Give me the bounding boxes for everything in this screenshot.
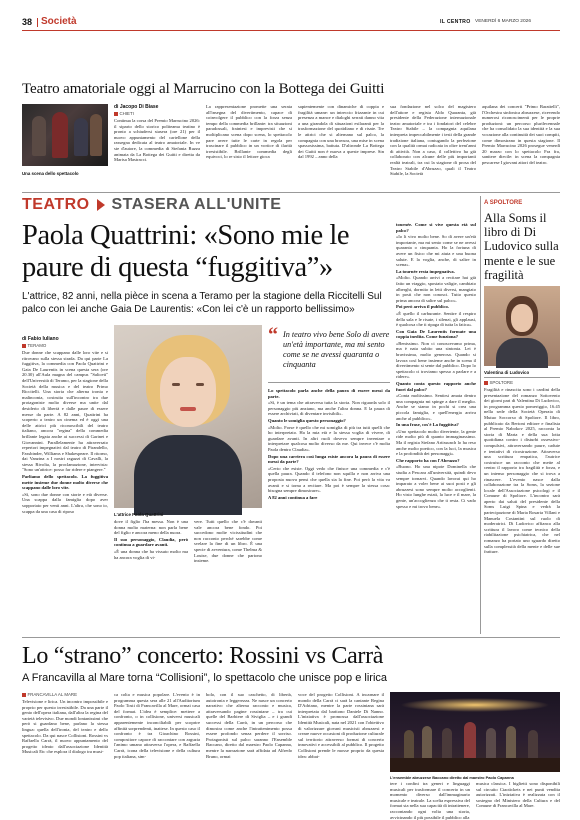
article2-kicker-teatro: TEATRO xyxy=(22,196,90,213)
article2-location: TERAMO xyxy=(22,343,46,348)
article1-photo xyxy=(22,104,108,166)
article2-a12: «Buono. Ho una nipote Dominella che studia a Pescara all'università, quindi devo sempre tornarvi. Quando lavorai qui ho imparato a voler bene ai suoi posti e gli abruzzesi sono sempre molto accoglienti. Ho visto lunghe estati, la luce e il mare, la gente, un'accoglienza che ti resta. Ci vado spesso e mi trovo bene». xyxy=(396,464,476,509)
article2-q8: Poi però arriva il pubblico. xyxy=(396,304,449,310)
article2-col4-q: tournée. Come si vive questa età sul palco? xyxy=(396,222,476,233)
article1-photo-caption: Una scena dello spettacolo xyxy=(22,171,79,176)
article2-col3-body: vere. Tutti quello che c'è davanti vale ancora bene fondo. Poi succedono molte vicissitudini che non racconto perché sarebbe come svelare la fine di un libro. È una specie di avventura, come Thelma & Louise, due donne che partono insieme. xyxy=(194,519,262,564)
article4-photo-caption: L'ensemble abruzzese Baccano diretto dal maestro Paolo Capanna xyxy=(390,775,514,780)
article2-a1: «Sì, sono due donne con storie e età diverse. Una scappa dalla famiglia dopo aver sopportato per venti anni. L'altra, che sono io, scappa da una casa di riposo xyxy=(22,491,108,514)
article2-a5: «Certo che esiste. Oggi vedo che finisce una commedia e c'è quella paura. Quando il telefono non squilla e non arriva una proposta nuova pensi che quella sia la fine. Poi però la vita va avanti e si torna a recitare. Ma poi è sempre la stessa cosa: bisogna sempre dimostrare». xyxy=(268,465,390,494)
article1-location: CHIETI xyxy=(114,111,134,116)
article2-byline: di Fabio Iuliano xyxy=(22,336,59,342)
section-label: Società xyxy=(41,16,77,27)
article2-q3: Lo spettacolo parla anche della paura di essere messi da parte. xyxy=(268,388,390,399)
article2-col4 xyxy=(396,222,476,633)
article2-col2 xyxy=(114,519,188,633)
article4-headline: Lo “strano” concerto: Rossini vs Carrà xyxy=(22,643,384,669)
header-rule xyxy=(22,30,560,31)
article3-body: Fragilità e rinascita sono i cardini della presentazione del romanzo Sottovento dei giorni pari di Valentina Di Ludovico, in programma questo pomeriggio, 16.45 nella sede della Società Operaia di Mutuo Soccorso di Spoltore. Il libro, pubblicato da Bertoni editore e finalista al Premio Nabokov 2025, racconta la storia di Marta e della sua lotta quotidiana contro i disturbi ossessivo-compulsivi, attraversando paure, cadute e tentativi di ricostruzione. Attraverso una scrittura empatica, l'autrice costruisce un racconto che mette al centro il rapporto tra fragilità e forza, e un intenso personaggio che si trova a rinascere. L'evento nasce dalla collaborazione tra la Soms, la sezione locale dell'Associazione psicologi e il Comune di Spoltore. L'incontro sarà aperto dai saluti del presidente della Soms Luigi Spina e vedrà la partecipazione di Maria Rosaria Villani e Manuela Costantini sul ruolo di moderatrici. Di Ludovico affianca alla scrittura il lavoro come tecnico della riabilitazione psichiatrica, che nel romanzo ha portato uno sguardo diretto sulla complessità della mente e delle sue fratture. xyxy=(484,387,560,555)
article2-q5: Dopo una carriera così lunga esiste ancora la paura di essere messi da parte? xyxy=(268,453,390,465)
article4-col1: Televisione e lirica. Un incontro impossibile e proprio per questo irresistibile. Da una parte il genio dell'opera italiana, dall'altra la regina del varietà televisivo. Due mondi lontanissimi che però si guardano bene, parlano la stessa lingua: quella dell'ironia, del teatro e dello spettacolo. Da qui nasce Collisioni. Rossini vs Raffaella Carrà, il nuovo appuntamento del progetto ideato dall'associazione Identità Musicali Etc che esplora il dialogo tra musi- xyxy=(22,699,108,755)
article4-photo xyxy=(390,692,560,772)
article2-q2: Il suo personaggio, Claudia, però continua a guardare avanti. xyxy=(114,536,188,548)
article2-a10: «Conta moltissimo. Sentirsi amata dentro una compagnia mi spinge a dare il meglio. Anche se siamo in pochi si crea una piccola famiglia, e quell'energia arriva anche al pubblico». xyxy=(396,393,476,421)
article4-col6: musica classica. I biglietti sono disponibili sul circuito Ciaotickets e nei punti vendita autorizzati. L'iniziativa è realizzata con il sostegno del Ministero della Cultura e del Comune di Francavilla al Mare. xyxy=(476,781,560,809)
article3-caption-rule xyxy=(484,377,560,378)
article1-col3: sapientemente con dinamiche di coppia e fragilità umane: un intreccio frizzante in cui presenza a mance e dialoghi serrati danno vita a una girandola di situazioni esilaranti per la trasformazione del quotidiano e di risate. Tre le attrici che si alternano sul palco, la compagnia con una bravura, una mise in scena spassosissima, battuta. D'altronde La Bottega dei Guitti non è nuova a queste imprese. Sin dal 1992 – anno della xyxy=(298,104,384,160)
article4-location: FRANCAVILLA AL MARE xyxy=(22,692,77,697)
page-header-divider xyxy=(37,18,38,27)
article2-photo xyxy=(114,325,262,508)
article2-a9: «Benissimo. Non ci conoscevamo prima, ma è nata subito una sintonia. Lei è bravissima, molto generosa. Quando si lavora così bene insieme anche in scena il divertimento si sente dal pubblico. Dopo lo spettacolo ci troviamo spesso a parlare e a ridere». xyxy=(396,340,476,380)
article2-col3b xyxy=(268,388,390,633)
article2-col2-body: dove il figlio l'ha messa. Non è una donna molto materna: non parla bene del figlio e ancora meno della nuora. xyxy=(114,519,188,536)
article1-headline: Teatro amatoriale oggi al Marrucino con la Bottega dei Guitti xyxy=(22,81,385,97)
article2-col1-body: Due donne che scappano dalle loro vite e si ritrovano sulla stessa strada. Da qui parte La fuggitiva, la commedia con Paola Quattrini e Gaia De Laurentis in scena questa sera (ore 20.30) all'Aula magna del campus "Saliceti" dell'Università di Teramo, per la stagione della Società della musica e del teatro Primo Riccitelli. Una storia che alterna ironia e malinconia, costruita sull'incontro tra due protagoniste molto diverse ma unite dal desiderio di libertà e dalle paure di essere messe da parte. A 82 anni, Quattrini ha scoperto a teatro un cinema ed è oggi una delle attrici più riconoscibili del teatro italiano, ancora "regina" della commedia brillante legata anche ai successi di Garinei e Giovannini. Parallelamente ha attraversato repertori impegnativi dal teatro di Pirandello, Fassbinder, Williams e Shakespeare. Il ritorno, dai Vanzina a I nostri ragazzi di Cavalli, la stessa Rivolta, la proclamazione, intervista: "Sono un'attrice: posso far ridere e piangere." xyxy=(22,350,108,473)
article2-a3: «Sì, è un tema che attraversa tutta la storia. Non riguarda solo il personaggio più anziano, ma anche l'altra donna. E la paura di essere archiviati, di diventare invisibili». xyxy=(268,400,390,417)
article2-a8: «È quello il carburante. Sentire il respiro della sala e le risate, i silenzi, gli applausi, è qualcosa che ti ripaga di tutta la fatica». xyxy=(396,310,476,328)
article4-col4: voce del progetto Collisioni. A incarnare il mondo della Carrà ci sarà la cantante Regina D'Adriano, mentre la parte rossiniana sarà interpretata dal baritono Daniele Di Nanno. L'iniziativa è promossa dall'associazione Identità Musicali, nata nel 2021 con l'obiettivo di valorizzare giovani musicisti abruzzesi e creare nuove occasioni di produzione culturale sul territorio attraverso format di concerto innovativi e accessibili al pubblico. Il progetto Collisioni prende le mosse proprio da questa idea: abbat- xyxy=(298,692,384,759)
article2-q11: In una frase, cos'è La fuggitiva? xyxy=(396,422,459,428)
article2-a6: «Io li vivo molto bene. So di avere un'età importante, ma mi sento come se ne avessi quaranta o cinquanta. Ho la fortuna di avere un fisico che mi aiuta e una buona salute. E la voglia, anche, di salire in scena». xyxy=(396,234,476,268)
article3-photo xyxy=(484,286,560,366)
article2-a11: «Uno spettacolo molto divertente, la gente ride molto più di quanto immaginassimo. Ma il regista Stefano Artissunch lo ha reso anche molto poetico, con la luci, la musica e la profondità dei personaggi». xyxy=(396,428,476,457)
article2-a7: «Molto. Quando arrivi a recitare hai già fatto un viaggio, spostato valigie, cambiato alberghi, dormito in letti diversi, mangiato in posti che non conosci. Tutto questo prima ancora di salire sul palco». xyxy=(396,275,476,303)
pullquote-rule xyxy=(268,382,390,383)
article3-section-label: A SPOLTORE xyxy=(484,200,523,206)
article3-location: SPOLTORE xyxy=(484,380,513,385)
article4-col2: ca colta e musica popolare. L'evento è in programma questa sera alle 21 all'Auditorium Paolo Tosti di Francavilla al Mare, ormai casa del format. L'idea è semplice: mettere a confronto, o in collisione, universi musicali apparentemente inconciliabili per scoprire affinità sorprendenti, inattese. In questo caso il confronto è tra Gioachino Rossini, compositore capace di raccontare con arguzia l'animo umano attraverso l'opera, e Raffaella Carrà, icona della televisione e della cultura pop italiana, sim- xyxy=(114,692,200,759)
article2-col1 xyxy=(22,350,108,633)
article2-bottom-rule xyxy=(22,637,560,638)
quote-mark-icon: “ xyxy=(268,324,278,346)
article1-col1: Continua la corsa del Premio Marrucino 2026: il sipario dello storico politeama teatino è pronto a schiudersi stasera (ore 21) per il nuovo appuntamento del cartellone della rassegna dedicata al teatro amatoriale. In ve ste d'autore, la commedia di Stefania Ruzza animata da La Bottega dei Guitti e diretta da Marisa Mastracci. xyxy=(114,118,200,163)
article4-col3: bolo, con il suo caschetto, di libertà, autoironia e leggerezza. Ne nasce un concerto narrativo che alterna racconto e musica, attraversando pagine rossiniane – tra cui quelle del Barbiere di Siviglia – e i grandi successi della Carrà, in un percorso che dimostra come anche l'intrattenimento possa essere profondo senza perdere il sorriso. Protagonisti sul palco saranno l'Ensemble Baccano, diretto dal maestro Paolo Capanna, mentre la narrazione sarà affidata ad Alfredo Bruno, ormai xyxy=(206,692,292,759)
article2-subhead: L'attrice, 82 anni, nella pièce in scena a Teramo per la stagione della Riccitelli Sul palco con lei anche Gaia De Laurentis: «Con lei c'è un rapporto bellissimo» xyxy=(22,291,382,315)
article2-q7: La tournée resta impegnativa. xyxy=(396,268,455,274)
kicker-arrow-icon xyxy=(97,199,105,211)
article2-pullquote: In teatro vivo bene Solo di avere un'età importante, ma mi sento come se ne avessi quaranta o cinquanta xyxy=(283,330,390,369)
article2-q4: Quanto le somiglia questo personaggio? xyxy=(268,417,346,423)
article4-subhead: A Francavilla al Mare torna “Collisioni”, lo spettacolo che unisce pop e lirica xyxy=(22,672,388,684)
article3-headline: Alla Soms il libro di Di Ludovico sulla mente e le sue fragilità xyxy=(484,211,559,282)
article2-q10: Quanto conta questo rapporto anche fuori dal palco? xyxy=(396,381,476,392)
article1-col5: aquilana dei concerti "Primo Barattelli", l'Orchestra sinfonica abruzzese, ricevendo numerosi riconoscimenti per le proprie produzioni: un percorso plurilecennale che ha consolidato la sua identità e la sua vocazione alla continuità dei suoi compiti, come dimostrano in questa stagione. Il Premio Marrucino 2026 prosegue venerdì 20 marzo con lo spettacolo Fra fra, sanitere diecile: in scena la compagnia pescarese I giovani attori del teatro. xyxy=(482,104,560,165)
article2-a4: «Molto. Forse è quello che mi somiglia di più tra tutti quelli che ho interpretato. Ha la mia età e la stessa voglia di vivere, di guardare avanti. In altri ruoli dovevo sempre inventare o interpretare qualcosa molto diverso da me. Qui invece c'è molta Paola dentro Claudia». xyxy=(268,424,390,452)
article1-bottom-rule xyxy=(22,192,560,193)
article2-q1: Parliamo dello spettacolo. La fuggitiva mette insieme due donne molto diverse che scappano dalle loro vite. xyxy=(22,474,108,491)
masthead: IL CENTRO xyxy=(440,19,471,25)
article1-col2: La rappresentazione promette una serata all'insegna del divertimento, capace di coinvolgere il pubblico con la forza senza tempo della commedia brillante: tra situazioni paradossali, fraintesi e imprevisti che si moltiplicano scena dopo scena, lo spettacolo pare avere tutte le carte in regola per trascinare il pubblico in un vortice di ilarità irresistibile. Brillante commedia degli equivoci, lo re sisto il lettore gioca xyxy=(206,104,292,160)
article3-photo-caption: Valentina di Ludovico xyxy=(484,370,530,375)
article3-left-rule xyxy=(480,196,481,634)
article2-kicker-rest: STASERA ALL'UNITE xyxy=(111,196,282,213)
article2-q12: Che rapporto ha con l'Abruzzo? xyxy=(396,457,460,463)
article2-q6: A 82 anni continua a fare xyxy=(268,494,318,500)
page-number: 38 xyxy=(22,17,33,27)
article1-col4: sua fondazione nel solco del magistero dell'attore e regista Aldo Quaranta, già presidente della Federazione internazionale teatro amatoriale e tra i fondatori del celebre Teatro Stabile – la compagnia aquilana interpreta impeccabilmente i testi della grande tradizione italiana, coniugando la perfezione con la qualità ormai radicata in oltre trent'anni di attività. Non a caso, il collettivo ha già collaborato con alcune delle più importanti realtà teatrali, tra cui la stagione di prosa del Teatro Stabile d'Abruzzo, quali il Teatro Stabile, la Società xyxy=(390,104,476,177)
article2-photo-caption: L'attrice Paola Quattrini xyxy=(114,512,164,517)
article2-a2: «È una donna che ha vissuto molto ma ha ancora voglia di vi- xyxy=(114,548,188,560)
article2-kicker xyxy=(22,196,281,214)
header-date: VENERDÌ 6 MARZO 2026 xyxy=(475,19,531,24)
article1-byline: di Jacopo Di Biase xyxy=(114,104,159,110)
article2-col3 xyxy=(194,519,262,633)
article2-q9: Con Gaia De Laurentis formate una coppia inedita. Come funziona? xyxy=(396,328,476,340)
article2-headline: Paola Quattrini: «Sono mie le paure di questa “fuggitiva”» xyxy=(22,220,350,283)
article4-col5: tere i confini tra generi e linguaggi musicali per trasformare il concerto in un momento diverso dall'immaginario musicale e teatrale. La scelta espressiva del format sta nella sua capacità di intrattenere, raccontando ogni volta una storia, avvicinando il più possibile il pubblico alla xyxy=(390,781,470,820)
